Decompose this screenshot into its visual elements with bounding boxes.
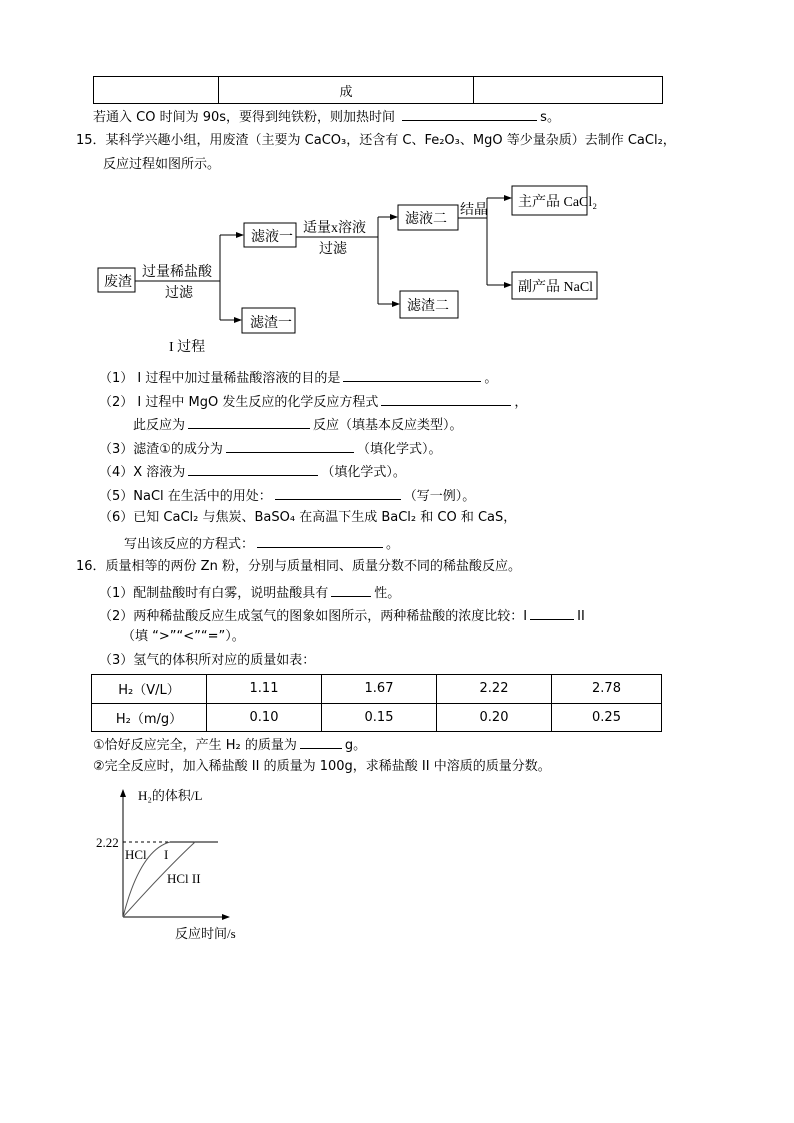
question-text: （3）氢气的体积所对应的质量如表： — [99, 653, 316, 668]
label-crystallize: 结晶 — [460, 203, 488, 218]
question-text: s。 — [540, 110, 560, 125]
label-by-product: 副产品 NaCl — [518, 280, 594, 295]
q16-stem — [76, 558, 521, 576]
question-text: ①恰好反应完全，产生 H₂ 的质量为 — [93, 738, 297, 753]
question-text: （写一例）。 — [403, 489, 476, 504]
label-filtrate1: 滤液一 — [251, 230, 293, 245]
curve1-label: HCl — [125, 847, 147, 862]
answer-blank[interactable] — [331, 582, 371, 597]
q15-part5 — [99, 485, 475, 506]
question-text: 写出该反应的方程式： — [124, 537, 255, 552]
y-axis-label: H₂的体积/L — [138, 788, 203, 803]
curve-hcl-1 — [123, 842, 170, 917]
label-residue1: 滤渣一 — [250, 316, 292, 331]
question-text: ， — [514, 395, 528, 410]
question-text: 反应过程如图所示。 — [103, 157, 221, 172]
q15-part2b — [133, 414, 463, 435]
question-text: （5）NaCl 在生活中的用处： — [99, 489, 272, 504]
table-cell: H₂（m/g） — [92, 703, 207, 732]
question-text: （填化学式）。 — [356, 442, 442, 457]
question-text: （4）X 溶液为 — [99, 465, 186, 480]
question-text: （填化学式）。 — [321, 465, 406, 480]
question-text: （6）已知 CaCl₂ 与焦炭、BaSO₄ 在高温下生成 BaCl₂ 和 CO 和 CaS， — [99, 510, 517, 525]
table-cell: H₂（V/L） — [92, 675, 207, 704]
question-text: 。 — [386, 537, 400, 552]
curve-hcl-2 — [123, 842, 195, 917]
question-text: 若通入 CO 时间为 90s，要得到纯铁粉，则加热时间 — [93, 110, 396, 125]
table-row — [92, 703, 662, 732]
question-text: （3）滤渣①的成分为 — [99, 442, 223, 457]
q15-part6b — [124, 533, 399, 554]
question-text: II — [577, 609, 585, 624]
q15-part1 — [99, 367, 497, 388]
label-process-i: I 过程 — [169, 340, 206, 355]
question-text: g。 — [344, 738, 367, 753]
table-cell: 0.25 — [552, 703, 662, 732]
x-axis-label: 反应时间/s — [175, 926, 236, 941]
label-step1-filter: 过滤 — [165, 286, 193, 301]
label-step2-filter: 过滤 — [319, 242, 347, 257]
answer-blank[interactable] — [188, 461, 318, 476]
question-text: （1）配制盐酸时有白雾，说明盐酸具有 — [99, 586, 329, 601]
q16-part2 — [99, 605, 585, 626]
q15-part4 — [99, 461, 406, 482]
table-cell: 成 — [219, 77, 474, 104]
label-step2: 适量x溶液 — [303, 221, 366, 236]
table-cell: 0.20 — [437, 703, 552, 732]
answer-blank[interactable] — [381, 391, 511, 406]
question-number: 15． — [76, 133, 106, 148]
table-cell: 1.67 — [322, 675, 437, 704]
question-text: （2） I 过程中 MgO 发生反应的化学反应方程式 — [99, 395, 379, 410]
table-cell: 0.15 — [322, 703, 437, 732]
process-flow-diagram — [0, 0, 794, 360]
question-text: 。 — [484, 371, 498, 386]
question-text: ②完全反应时，加入稀盐酸 II 的质量为 100g，求稀盐酸 II 中溶质的质量分数。 — [93, 759, 551, 774]
label-main-product: 主产品 CaCl₂ — [518, 195, 598, 210]
question-text: 质量相等的两份 Zn 粉，分别与质量相同、质量分数不同的稀盐酸反应。 — [105, 559, 521, 574]
q15-part6 — [99, 509, 516, 527]
q16-sub1 — [93, 734, 366, 755]
label-filtrate2: 滤液二 — [405, 212, 447, 227]
y-tick-label: 2.22 — [96, 835, 119, 850]
table-row — [92, 675, 662, 704]
question-number: 16． — [76, 559, 106, 574]
q15-part3 — [99, 438, 441, 459]
hydrogen-table — [91, 674, 662, 732]
question-text: 反应（填基本反应类型）。 — [313, 418, 463, 433]
table-cell: 2.22 — [437, 675, 552, 704]
answer-blank[interactable] — [226, 438, 354, 453]
curve2-label: HCl II — [167, 871, 201, 886]
answer-blank[interactable] — [530, 605, 574, 620]
question-text: （2）两种稀盐酸反应生成氢气的图象如图所示，两种稀盐酸的浓度比较：I — [99, 609, 528, 624]
question-text: （填 “>”“<”“=”）。 — [122, 629, 245, 644]
curve1-label-roman: I — [164, 847, 169, 862]
q15-part2 — [99, 391, 527, 412]
answer-blank[interactable] — [188, 414, 310, 429]
question-text: 性。 — [374, 586, 401, 601]
answer-blank[interactable] — [300, 734, 342, 749]
answer-blank[interactable] — [343, 367, 481, 382]
table-cell: 1.11 — [207, 675, 322, 704]
label-residue2: 滤渣二 — [407, 299, 449, 314]
label-step1: 过量稀盐酸 — [142, 265, 212, 280]
q16-part1 — [99, 582, 400, 603]
table-cell: 2.78 — [552, 675, 662, 704]
question-text: 某科学兴趣小组，用废渣（主要为 CaCO₃，还含有 C、Fe₂O₃、MgO 等少量杂质）去制作 CaCl₂， — [105, 133, 676, 148]
answer-blank[interactable] — [275, 485, 401, 500]
table-cell: 0.10 — [207, 703, 322, 732]
label-waste: 废渣 — [104, 275, 132, 290]
question-text: （1） I 过程中加过量稀盐酸溶液的目的是 — [99, 371, 341, 386]
answer-blank[interactable] — [257, 533, 383, 548]
question-text: 此反应为 — [133, 418, 186, 433]
